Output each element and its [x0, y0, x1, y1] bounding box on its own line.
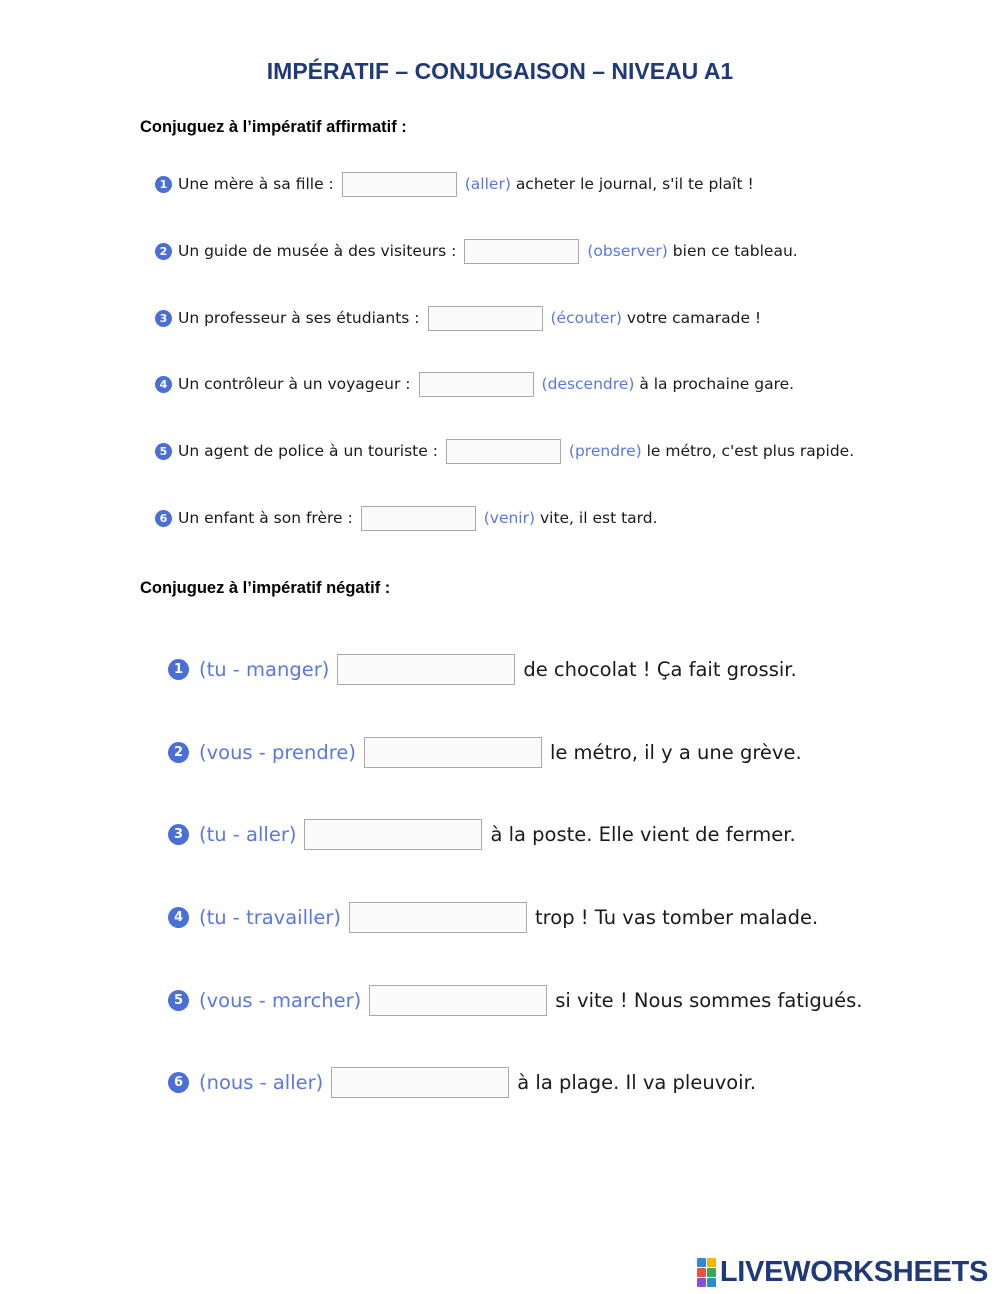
item-suffix: le métro, il y a une grève. — [549, 740, 802, 764]
answer-input[interactable] — [419, 372, 534, 397]
number-badge: 4 — [168, 907, 189, 928]
item-prefix: Un agent de police à un touriste : — [178, 442, 438, 460]
item-suffix: trop ! Tu vas tomber malade. — [535, 905, 819, 929]
number-badge: 1 — [155, 176, 172, 193]
logo-tile — [707, 1268, 716, 1277]
exercise-item — [155, 305, 761, 331]
exercise-item — [168, 1066, 756, 1098]
item-prefix: Un guide de musée à des visiteurs : — [178, 242, 457, 260]
number-badge: 6 — [168, 1072, 189, 1093]
answer-input[interactable] — [364, 737, 542, 768]
item-verb: (tu - travailler) — [199, 905, 342, 929]
number-badge: 5 — [155, 443, 172, 460]
logo-text: LIVEWORKSHEETS — [719, 1256, 988, 1288]
exercise-item — [155, 438, 854, 464]
exercise-item — [168, 653, 797, 685]
item-prefix: Une mère à sa fille : — [178, 175, 334, 193]
logo-mark-icon — [697, 1258, 716, 1287]
answer-input[interactable] — [331, 1067, 509, 1098]
number-badge: 2 — [155, 243, 172, 260]
answer-input[interactable] — [361, 506, 476, 531]
logo-tile — [707, 1258, 716, 1267]
number-badge: 6 — [155, 510, 172, 527]
section-heading-negatif: Conjuguez à l’impératif négatif : — [140, 579, 391, 597]
item-suffix: si vite ! Nous sommes fatigués. — [555, 988, 863, 1012]
number-badge: 5 — [168, 990, 189, 1011]
item-suffix: votre camarade ! — [626, 309, 762, 327]
item-prefix: Un professeur à ses étudiants : — [178, 309, 420, 327]
answer-input[interactable] — [342, 172, 457, 197]
page-title: IMPÉRATIF – CONJUGAISON – NIVEAU A1 — [266, 58, 734, 84]
exercise-item — [155, 171, 754, 197]
answer-input[interactable] — [349, 902, 527, 933]
answer-input[interactable] — [337, 654, 515, 685]
exercise-item — [155, 505, 658, 531]
item-suffix: acheter le journal, s'il te plaît ! — [515, 175, 754, 193]
item-verb: (vous - marcher) — [199, 988, 362, 1012]
item-suffix: vite, il est tard. — [539, 509, 658, 527]
logo-tile — [697, 1278, 706, 1287]
item-verb: (venir) — [483, 509, 536, 527]
answer-input[interactable] — [428, 306, 543, 331]
item-suffix: à la poste. Elle vient de fermer. — [490, 822, 796, 846]
number-badge: 3 — [155, 310, 172, 327]
number-badge: 2 — [168, 742, 189, 763]
section-heading-affirmatif: Conjuguez à l’impératif affirmatif : — [140, 118, 407, 136]
liveworksheets-logo — [697, 1256, 988, 1289]
exercise-item — [168, 901, 818, 933]
logo-tile — [707, 1278, 716, 1287]
number-badge: 4 — [155, 376, 172, 393]
answer-input[interactable] — [464, 239, 579, 264]
item-suffix: à la plage. Il va pleuvoir. — [517, 1070, 757, 1094]
item-verb: (tu - aller) — [199, 822, 297, 846]
item-verb: (aller) — [464, 175, 511, 193]
item-suffix: de chocolat ! Ça fait grossir. — [523, 657, 797, 681]
item-suffix: le métro, c'est plus rapide. — [646, 442, 855, 460]
item-prefix: Un enfant à son frère : — [178, 509, 353, 527]
logo-tile — [697, 1258, 706, 1267]
item-verb: (vous - prendre) — [199, 740, 356, 764]
number-badge: 3 — [168, 824, 189, 845]
item-verb: (descendre) — [541, 375, 635, 393]
item-verb: (nous - aller) — [199, 1070, 324, 1094]
answer-input[interactable] — [369, 985, 547, 1016]
exercise-item — [155, 238, 798, 264]
item-verb: (écouter) — [550, 309, 622, 327]
exercise-item — [168, 736, 802, 768]
item-verb: (observer) — [587, 242, 668, 260]
item-prefix: Un contrôleur à un voyageur : — [178, 375, 411, 393]
number-badge: 1 — [168, 659, 189, 680]
item-suffix: bien ce tableau. — [672, 242, 798, 260]
logo-tile — [697, 1268, 706, 1277]
item-verb: (tu - manger) — [199, 657, 330, 681]
answer-input[interactable] — [446, 439, 561, 464]
item-suffix: à la prochaine gare. — [639, 375, 795, 393]
answer-input[interactable] — [304, 819, 482, 850]
exercise-item — [168, 818, 796, 850]
exercise-item — [155, 371, 794, 397]
item-verb: (prendre) — [568, 442, 642, 460]
exercise-item — [168, 984, 863, 1016]
